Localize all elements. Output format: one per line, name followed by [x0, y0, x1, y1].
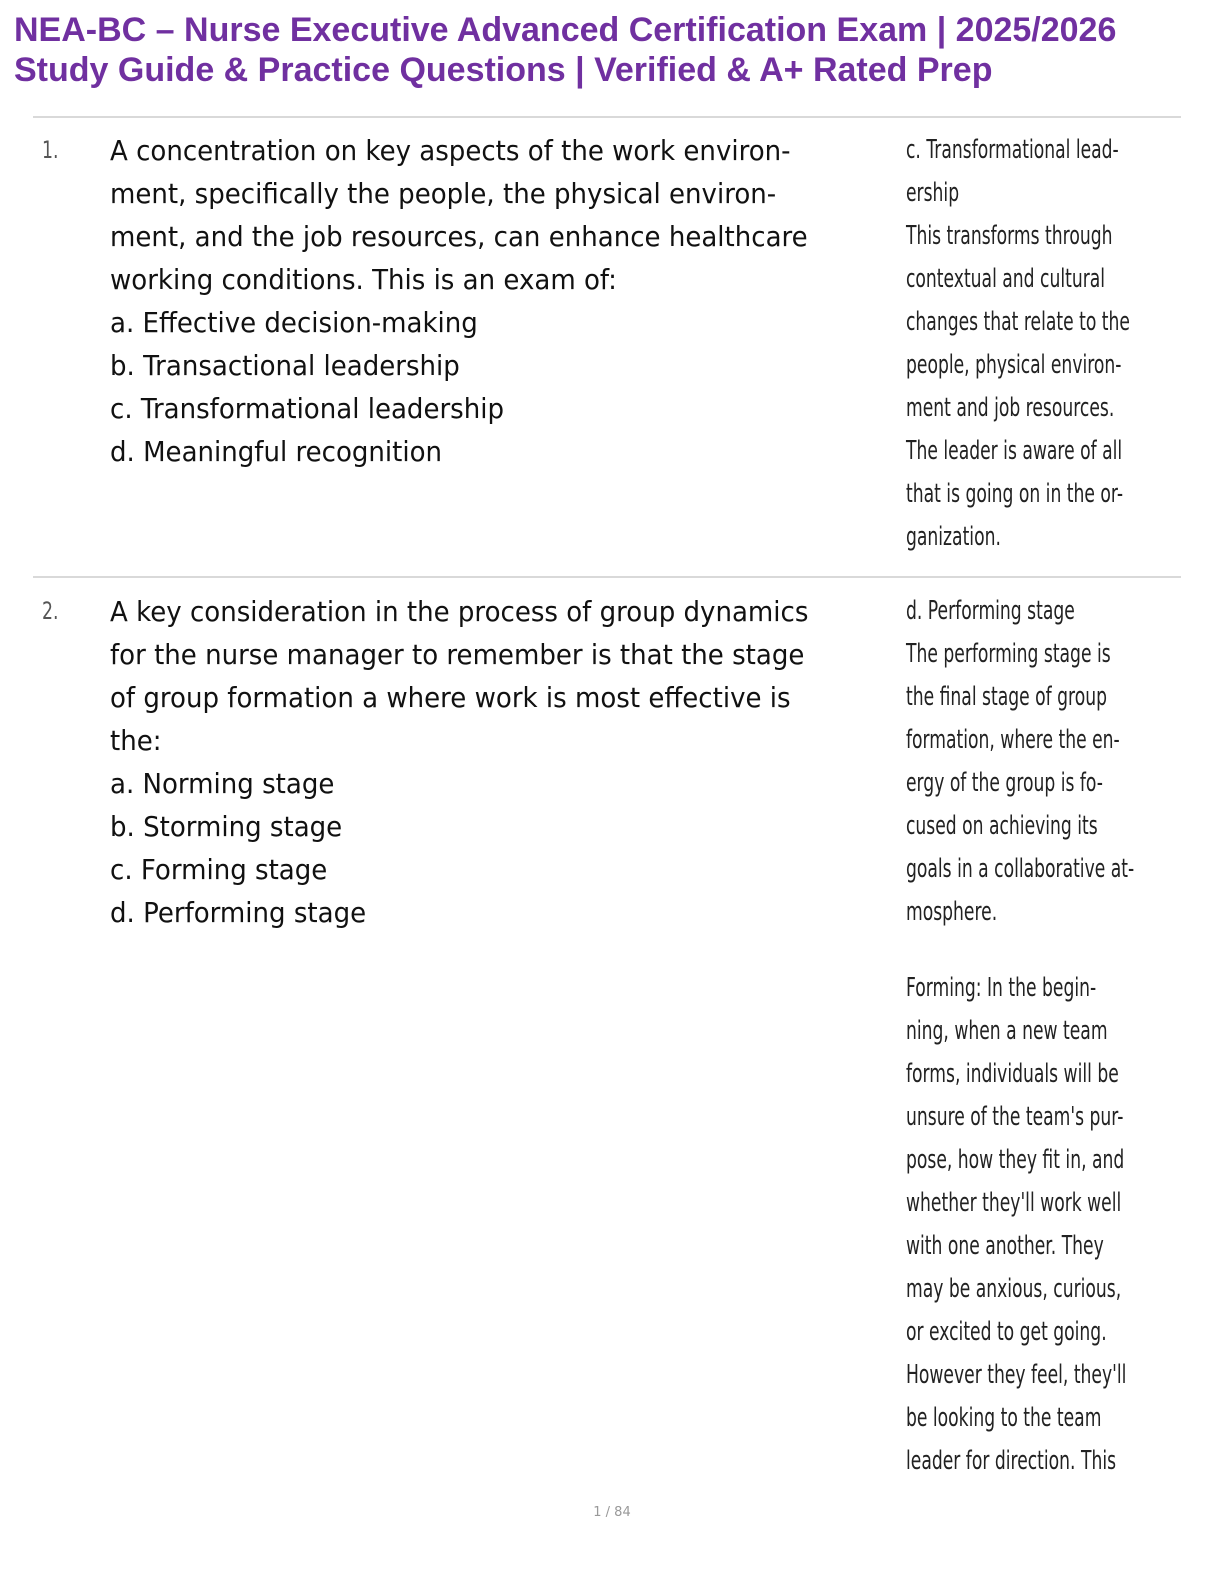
answer-option-b: b. Transactional leadership: [110, 349, 460, 382]
question-line: ment, specifically the people, the physical environ-: [110, 177, 777, 210]
answer-line: the final stage of group: [906, 682, 1107, 712]
question-number: 1.: [42, 136, 59, 164]
answer-line: leader for direction. This: [906, 1446, 1117, 1476]
divider-top: [33, 116, 1181, 118]
answer-explanation: [906, 129, 1196, 559]
answer-option-a: a. Norming stage: [110, 767, 335, 800]
question-line: A key consideration in the process of group dynamics: [110, 595, 809, 628]
divider-question: [33, 576, 1181, 578]
answer-line: d. Performing stage: [906, 596, 1075, 626]
answer-line: changes that relate to the: [906, 307, 1130, 337]
question-text: [110, 129, 900, 473]
answer-line: This transforms through: [906, 221, 1113, 251]
paragraph-gap: [906, 934, 1196, 967]
answer-line: be looking to the team: [906, 1403, 1102, 1433]
question-line: ment, and the job resources, can enhance healthcare: [110, 220, 808, 253]
answer-line: c. Transformational lead-: [906, 135, 1119, 165]
question-number: 2.: [42, 597, 59, 625]
answer-line: contextual and cultural: [906, 264, 1106, 294]
page-title: [14, 10, 1204, 90]
answer-line: whether they'll work well: [906, 1188, 1122, 1218]
answer-option-d: d. Meaningful recognition: [110, 435, 443, 468]
question-line: for the nurse manager to remember is that the stage: [110, 638, 805, 671]
answer-line: ergy of the group is fo-: [906, 768, 1103, 798]
answer-line: people, physical environ-: [906, 350, 1122, 380]
answer-line: mosphere.: [906, 897, 998, 927]
answer-line: ment and job resources.: [906, 393, 1115, 423]
answer-line: Forming: In the begin-: [906, 973, 1097, 1003]
page-title-line-2: Study Guide & Practice Questions | Verified & A+ Rated Prep: [14, 51, 993, 89]
question-line: A concentration on key aspects of the work environ-: [110, 134, 791, 167]
answer-option-c: c. Forming stage: [110, 853, 328, 886]
question-line: the:: [110, 724, 162, 757]
question-line: working conditions. This is an exam of:: [110, 263, 617, 296]
answer-line: may be anxious, curious,: [906, 1274, 1122, 1304]
answer-explanation: [906, 590, 1196, 1483]
answer-option-a: a. Effective decision-making: [110, 306, 478, 339]
answer-line: ership: [906, 178, 960, 208]
answer-line: forms, individuals will be: [906, 1059, 1119, 1089]
answer-option-b: b. Storming stage: [110, 810, 343, 843]
answer-line: ganization.: [906, 522, 1001, 552]
page-number: 1 / 84: [593, 1505, 631, 1520]
answer-line: ning, when a new team: [906, 1016, 1108, 1046]
answer-line: cused on achieving its: [906, 811, 1098, 841]
answer-line: pose, how they fit in, and: [906, 1145, 1125, 1175]
answer-line: However they feel, they'll: [906, 1360, 1127, 1390]
answer-line: unsure of the team's pur-: [906, 1102, 1124, 1132]
question-text: [110, 590, 900, 934]
answer-line: The performing stage is: [906, 639, 1111, 669]
answer-line: that is going on in the or-: [906, 479, 1124, 509]
page-title-line-1: NEA-BC – Nurse Executive Advanced Certification Exam | 2025/2026: [14, 11, 1117, 49]
question-line: of group formation a where work is most effective is: [110, 681, 791, 714]
answer-option-d: d. Performing stage: [110, 896, 367, 929]
answer-line: formation, where the en-: [906, 725, 1120, 755]
answer-line: or excited to get going.: [906, 1317, 1107, 1347]
answer-line: with one another. They: [906, 1231, 1104, 1261]
answer-line: goals in a collaborative at-: [906, 854, 1135, 884]
answer-option-c: c. Transformational leadership: [110, 392, 505, 425]
answer-line: The leader is aware of all: [906, 436, 1123, 466]
